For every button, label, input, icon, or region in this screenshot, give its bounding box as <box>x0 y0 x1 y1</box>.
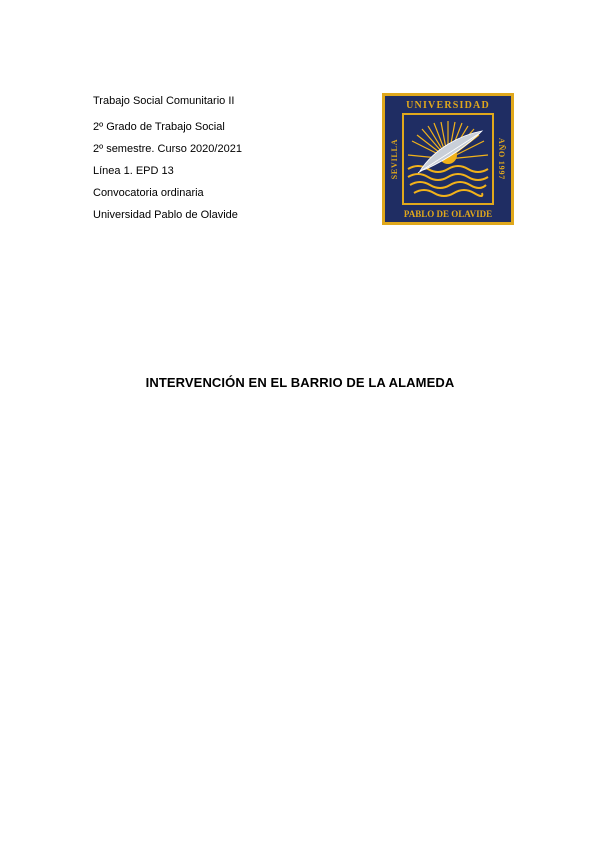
logo-right-text: AÑO 1997 <box>497 137 506 181</box>
degree-name: 2º Grado de Trabajo Social <box>93 121 225 133</box>
logo-top-text: UNIVERSIDAD <box>406 100 490 111</box>
course-name: Trabajo Social Comunitario II <box>93 95 235 107</box>
university-name: Universidad Pablo de Olavide <box>93 209 238 221</box>
university-logo <box>382 93 514 225</box>
document-title: INTERVENCIÓN EN EL BARRIO DE LA ALAMEDA <box>145 375 455 390</box>
semester-info: 2º semestre. Curso 2020/2021 <box>93 143 242 155</box>
logo-bottom-text: PABLO DE OLAVIDE <box>403 209 493 219</box>
call-info: Convocatoria ordinaria <box>93 187 204 199</box>
line-info: Línea 1. EPD 13 <box>93 165 174 177</box>
logo-left-text: SEVILLA <box>390 138 399 180</box>
